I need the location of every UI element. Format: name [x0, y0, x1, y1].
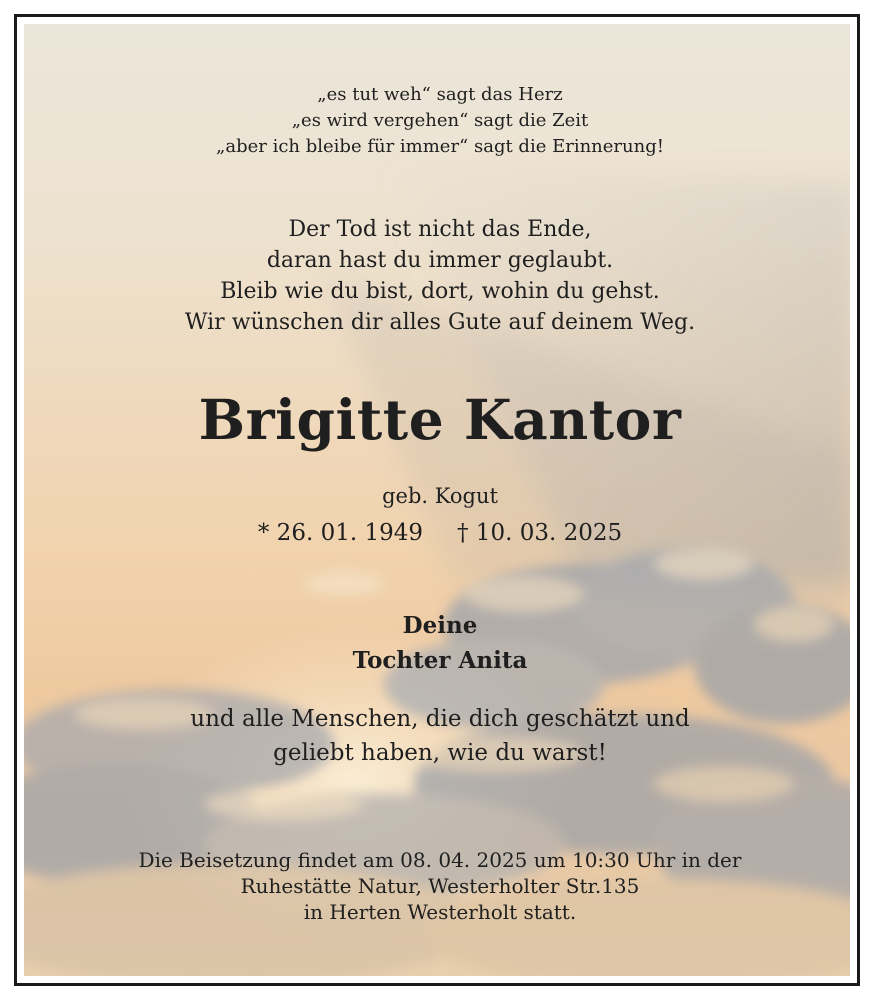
obituary-content — [24, 24, 850, 976]
birth-name: geb. Kogut — [382, 484, 498, 508]
verse-line-2: daran hast du immer geglaubt. — [266, 248, 614, 273]
verse-line-4: Wir wünschen dir alles Gute auf deinem Weg. — [184, 310, 696, 335]
obituary-frame — [14, 14, 860, 986]
verse-line-3: Bleib wie du bist, dort, wohin du gehst. — [220, 279, 660, 304]
funeral-line-2: Ruhestätte Natur, Westerholter Str.135 — [240, 874, 640, 898]
mourners-line-2: geliebt haben, wie du warst! — [273, 740, 607, 766]
death-date: † 10. 03. 2025 — [457, 520, 623, 546]
funeral-line-3: in Herten Westerholt statt. — [303, 900, 577, 924]
birth-date: * 26. 01. 1949 — [257, 520, 423, 546]
life-dates — [24, 520, 850, 546]
verse-line-1: Der Tod ist nicht das Ende, — [288, 217, 592, 242]
signature-deine: Deine — [402, 612, 478, 639]
funeral-line-1: Die Beisetzung findet am 08. 04. 2025 um 10:30 Uhr in der — [138, 848, 742, 872]
quote-line-1: „es tut weh“ sagt das Herz — [317, 84, 563, 105]
signature-daughter: Tochter Anita — [352, 647, 528, 674]
quote-line-2: „es wird vergehen“ sagt die Zeit — [291, 110, 589, 131]
mourners-line-1: und alle Menschen, die dich geschätzt und — [190, 706, 690, 732]
deceased-name: Brigitte Kantor — [198, 387, 682, 452]
sky-background — [24, 24, 850, 976]
quote-line-3: „aber ich bleibe für immer“ sagt die Erinnerung! — [216, 136, 664, 157]
